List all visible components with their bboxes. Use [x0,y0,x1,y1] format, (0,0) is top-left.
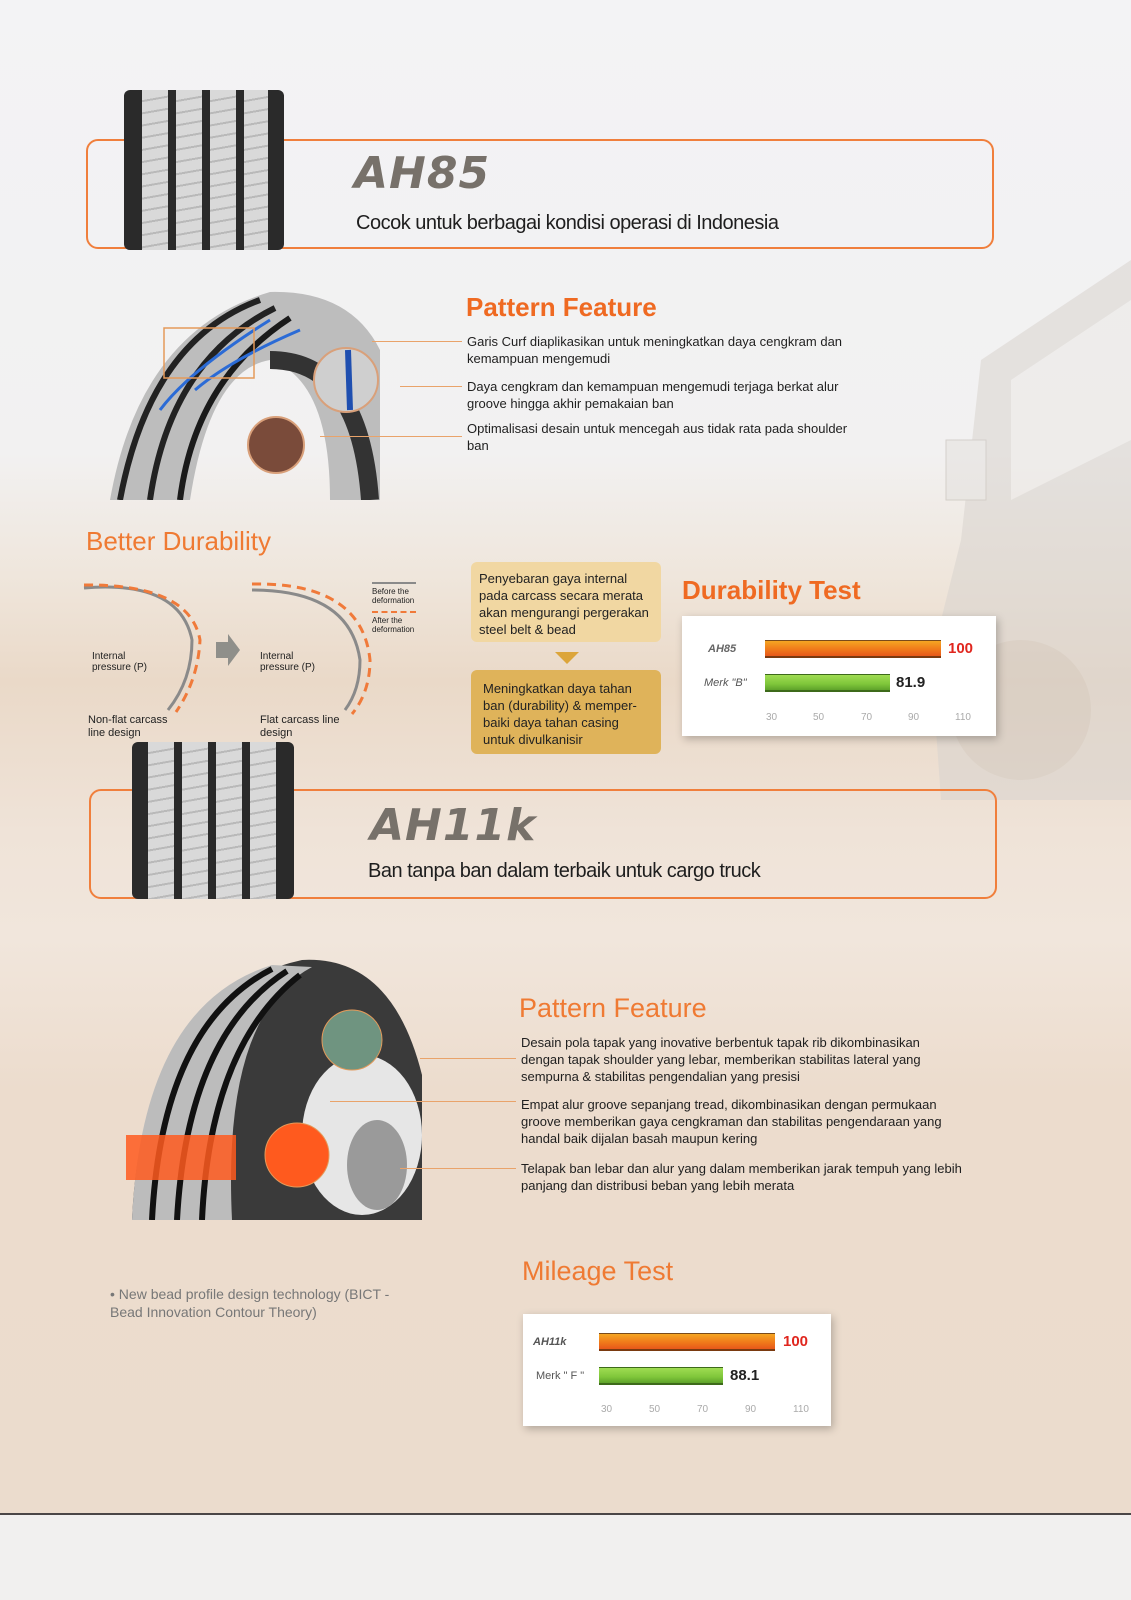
down-arrow-icon [555,652,579,664]
better-durability-title: Better Durability [86,526,271,556]
chart1-value-1: 81.9 [896,674,926,691]
legend-after-line [372,611,416,613]
left-internal-pressure-label: Internal pressure (P) [92,651,148,673]
chart1-tick: 90 [908,712,920,723]
durability-test-title: Durability Test [682,575,861,605]
durability-note-2: Meningkatkan daya tahan ban (durability) & memper-baiki daya tahan casing untuk divulkanisir [471,670,661,754]
leader-line [400,1168,516,1169]
durability-note-1: Penyebaran gaya internal pada carcass secara merata akan mengurangi pergerakan steel belt & bead [471,562,661,642]
chart1-tick: 30 [766,712,778,723]
chart2-tick: 30 [601,1404,613,1415]
bead-technology-note: • New bead profile design technology (BICT - Bead Innovation Contour Theory) [110,1286,390,1320]
ah85-model-name: AH85 [354,148,491,199]
ah11k-feature-1: Desain pola tapak yang inovative berbentuk tapak rib dikombinasikan dengan tapak shoulder yang lebar, memberikan stabilitas lateral yang sempurna & stabilitas pengendalian yang presisi [521,1035,921,1084]
chart2-bar-1 [599,1367,723,1385]
chart1-bar-1 [765,674,890,692]
leader-line [320,436,462,437]
chart1-value-0: 100 [948,640,974,657]
non-flat-caption: Non-flat carcass line design [88,714,168,739]
leader-line [420,1058,516,1059]
ah11k-feature-3: Telapak ban lebar dan alur yang dalam memberikan jarak tempuh yang lebih panjang dan distribusi beban yang lebih merata [521,1161,962,1193]
chart2-bar-0 [599,1333,775,1351]
legend-before-line [372,582,416,584]
ah11k-tread-image [132,742,294,899]
ah85-feature-3: Optimalisasi desain untuk mencegah aus tidak rata pada shoulder ban [467,421,848,453]
ah11k-model-name: AH11k [370,800,537,851]
ah85-pattern-feature-title: Pattern Feature [466,292,657,322]
ah11k-feature-2: Empat alur groove sepanjang tread, dikombinasikan dengan permukaan groove memberikan gaya cengkraman dan stabilitas pengendaraan yang handal baik dijalan basah maupun kering [521,1097,942,1146]
ah85-tread-image [124,90,284,250]
chart1-tick: 110 [955,712,971,723]
leader-line [330,1101,516,1102]
ah85-feature-2: Daya cengkram dan kemampuan mengemudi terjaga berkat alur groove hingga akhir pemakaian ban [467,379,839,411]
carcass-deformation-diagram [80,580,380,720]
durability-test-chart [682,616,996,736]
chart1-tick: 70 [861,712,873,723]
right-internal-pressure-label: Internal pressure (P) [260,651,316,673]
chart2-label-0: AH11k [533,1336,567,1348]
mileage-test-title: Mileage Test [522,1256,674,1286]
chart2-value-0: 100 [783,1333,809,1350]
ah11k-tagline: Ban tanpa ban dalam terbaik untuk cargo truck [368,860,761,882]
legend-after-label: After the deformation [372,616,415,634]
chart1-label-0: AH85 [708,643,737,655]
chart1-label-1: Merk "B" [704,677,747,689]
ah11k-tire-image [122,955,432,1220]
chart2-label-1: Merk " F " [536,1370,585,1382]
chart1-bar-0 [765,640,941,658]
chart2-tick: 110 [793,1404,809,1415]
legend-before-label: Before the deformation [372,587,415,605]
chart2-value-1: 88.1 [730,1367,760,1384]
flat-caption: Flat carcass line design [260,714,340,739]
ah85-feature-1: Garis Curf diaplikasikan untuk meningkatkan daya cengkram dan kemampuan mengemudi [467,334,843,366]
chart2-tick: 70 [697,1404,709,1415]
ah11k-pattern-feature-title: Pattern Feature [519,993,707,1023]
ah85-tire-cutaway-image [100,290,400,500]
chart1-tick: 50 [813,712,825,723]
chart2-tick: 90 [745,1404,757,1415]
chart2-tick: 50 [649,1404,661,1415]
mileage-test-chart [523,1314,831,1426]
leader-line [400,386,462,387]
leader-line [372,341,462,342]
ah85-tagline: Cocok untuk berbagai kondisi operasi di Indonesia [356,212,779,234]
